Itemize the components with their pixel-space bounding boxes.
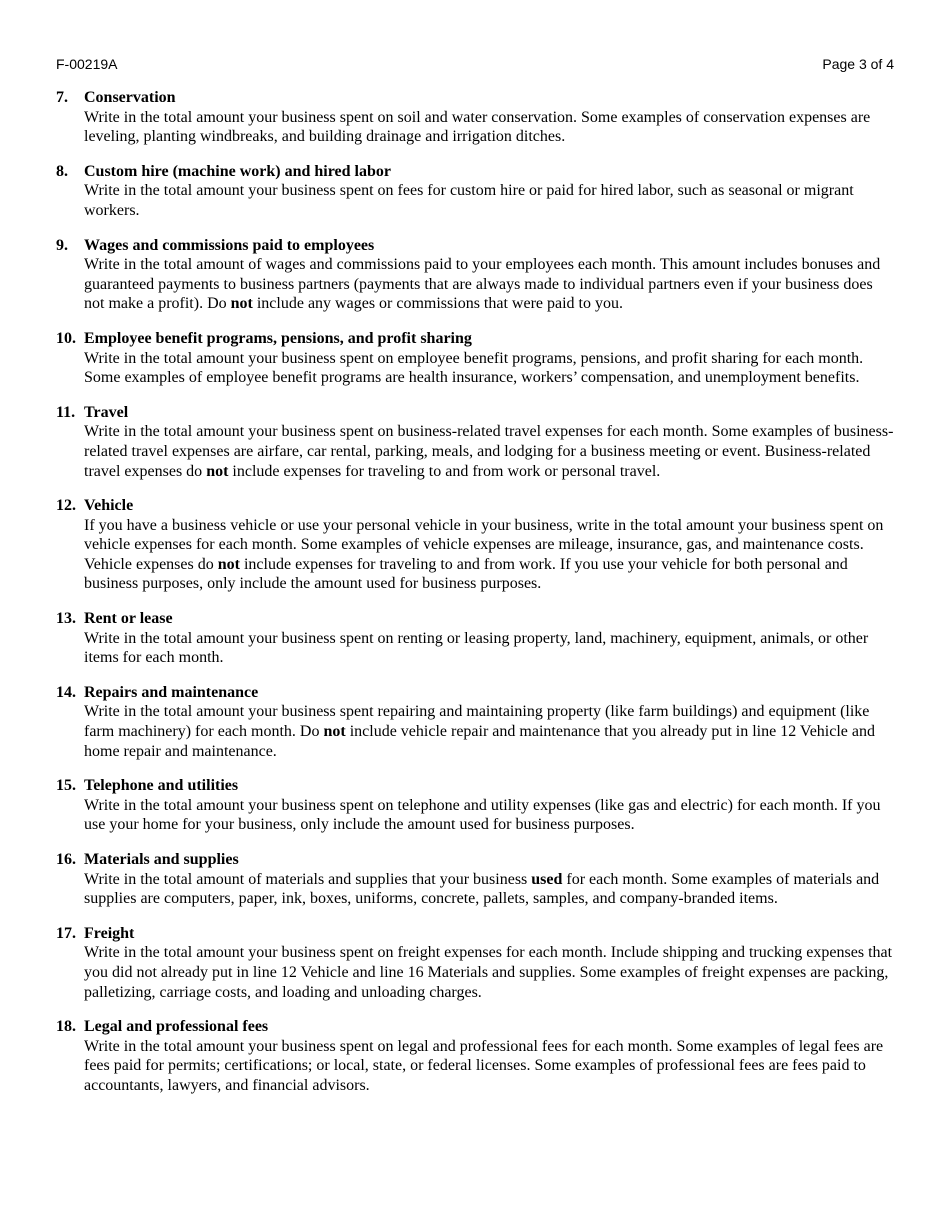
body-text: Write in the total amount your business spent on freight expenses for each month. Include shipping and trucking expenses that you did not already put in line 12 Vehicle and line 16 Materials and supplies. Some examples of freight expenses are packing, palletizing, carriage costs, and loading and unloading charges. (84, 944, 893, 1001)
list-item (56, 683, 896, 761)
body-text: Write in the total amount your business spent on renting or leasing property, land, machinery, equipment, animals, or other items for each month. (84, 629, 869, 667)
body-text: Write in the total amount your business spent on business-related travel expenses for each month. Some examples of business-related travel expenses are airfare, car rental, parking, meals, and lodging for a business meeting or event. Business-related travel expenses do (84, 423, 894, 480)
item-body (84, 629, 896, 668)
list-item (56, 403, 896, 481)
item-body (84, 702, 896, 761)
emphasis-text: not (217, 555, 240, 573)
emphasis-text: not (230, 295, 253, 313)
item-number: 17. (56, 924, 76, 942)
item-title: Legal and professional fees (84, 1018, 269, 1036)
instruction-list (56, 88, 896, 1111)
item-body (84, 349, 896, 388)
item-number: 12. (56, 497, 76, 515)
body-text: Write in the total amount your business spent on legal and professional fees for each month. Some examples of legal fees are fees paid for permits; certifications; or local, state, or federal licenses. Some examples of professional fees are fees paid to accountants, lawyers, and financial advisors. (84, 1037, 884, 1094)
item-title: Custom hire (machine work) and hired labor (84, 162, 391, 180)
item-number: 9. (56, 236, 68, 254)
item-body (84, 1037, 896, 1096)
list-item (56, 850, 896, 909)
body-text: include expenses for traveling to and from work or personal travel. (228, 462, 661, 480)
body-text: include expenses for traveling to and from work. If you use your vehicle for both personal and business purposes, only include the amount used for business purposes. (84, 555, 848, 593)
body-text: Write in the total amount your business spent on telephone and utility expenses (like gas and electric) for each month. If you use your home for your business, only include the amount used for business purposes. (84, 796, 881, 834)
item-title: Materials and supplies (84, 851, 239, 868)
item-title: Employee benefit programs, pensions, and profit sharing (84, 329, 472, 347)
body-text: If you have a business vehicle or use your personal vehicle in your business, write in the total amount your business spent on vehicle expenses for each month. Some examples of vehicle expenses are mileage, insurance, gas, and maintenance costs. Vehicle expenses do (84, 516, 884, 573)
emphasis-text: used (531, 870, 563, 888)
body-text: Write in the total amount your business spent on fees for custom hire or paid for hired labor, such as seasonal or migrant workers. (84, 182, 854, 219)
item-title: Conservation (84, 89, 176, 106)
body-text: Write in the total amount of materials and supplies that your business (84, 870, 532, 888)
item-body (84, 108, 896, 147)
body-text: Write in the total amount your business spent on soil and water conservation. Some examples of conservation expenses are leveling, planting windbreaks, and building drainage and irrigation ditches. (84, 108, 871, 146)
body-text: Write in the total amount of wages and commissions paid to your employees each month. This amount includes bonuses and guaranteed payments to business partners (payments that are always made to individual partners even if your business does not make a profit). Do (84, 256, 881, 313)
list-item (56, 496, 896, 594)
item-number: 13. (56, 610, 76, 628)
emphasis-text: not (323, 723, 346, 741)
item-number: 11. (56, 403, 76, 421)
item-title: Repairs and maintenance (84, 683, 259, 701)
list-item (56, 924, 896, 1002)
item-number: 15. (56, 777, 76, 795)
list-item (56, 609, 896, 668)
item-title: Freight (84, 924, 135, 942)
item-title: Wages and commissions paid to employees (84, 236, 375, 254)
body-text: include any wages or commissions that were paid to you. (252, 295, 623, 313)
item-number: 8. (56, 162, 68, 180)
page-number: Page 3 of 4 (822, 56, 894, 72)
form-id: F-00219A (56, 56, 118, 72)
list-item (56, 329, 896, 388)
item-body (84, 796, 896, 835)
item-number: 7. (56, 89, 68, 106)
body-text: Write in the total amount your business spent repairing and maintaining property (like farm buildings) and equipment (like farm machinery) for each month. Do (84, 703, 870, 741)
item-number: 18. (56, 1018, 76, 1036)
list-item (56, 88, 896, 147)
item-body (84, 870, 896, 909)
item-number: 16. (56, 851, 76, 868)
item-body (84, 943, 896, 1002)
item-body (84, 422, 896, 481)
item-body (84, 516, 896, 594)
item-body (84, 181, 896, 220)
list-item (56, 236, 896, 314)
body-text: for each month. Some examples of materials and supplies are computers, paper, ink, boxes, uniforms, concrete, pallets, samples, and company-branded items. (84, 870, 880, 908)
emphasis-text: not (206, 462, 229, 480)
list-item (56, 1017, 896, 1095)
body-text: Write in the total amount your business spent on employee benefit programs, pensions, and profit sharing for each month. Some examples of employee benefit programs are health insurance, workers’ compensation, and unemployment benefits. (84, 349, 864, 387)
item-title: Travel (84, 403, 129, 421)
list-item (56, 776, 896, 835)
item-body (84, 255, 896, 314)
item-title: Vehicle (84, 497, 134, 515)
list-item (56, 162, 896, 221)
item-title: Rent or lease (84, 610, 173, 628)
item-number: 10. (56, 329, 76, 347)
item-title: Telephone and utilities (84, 777, 239, 795)
body-text: include vehicle repair and maintenance that you already put in line 12 Vehicle and home repair and maintenance. (84, 723, 875, 760)
item-number: 14. (56, 683, 76, 701)
